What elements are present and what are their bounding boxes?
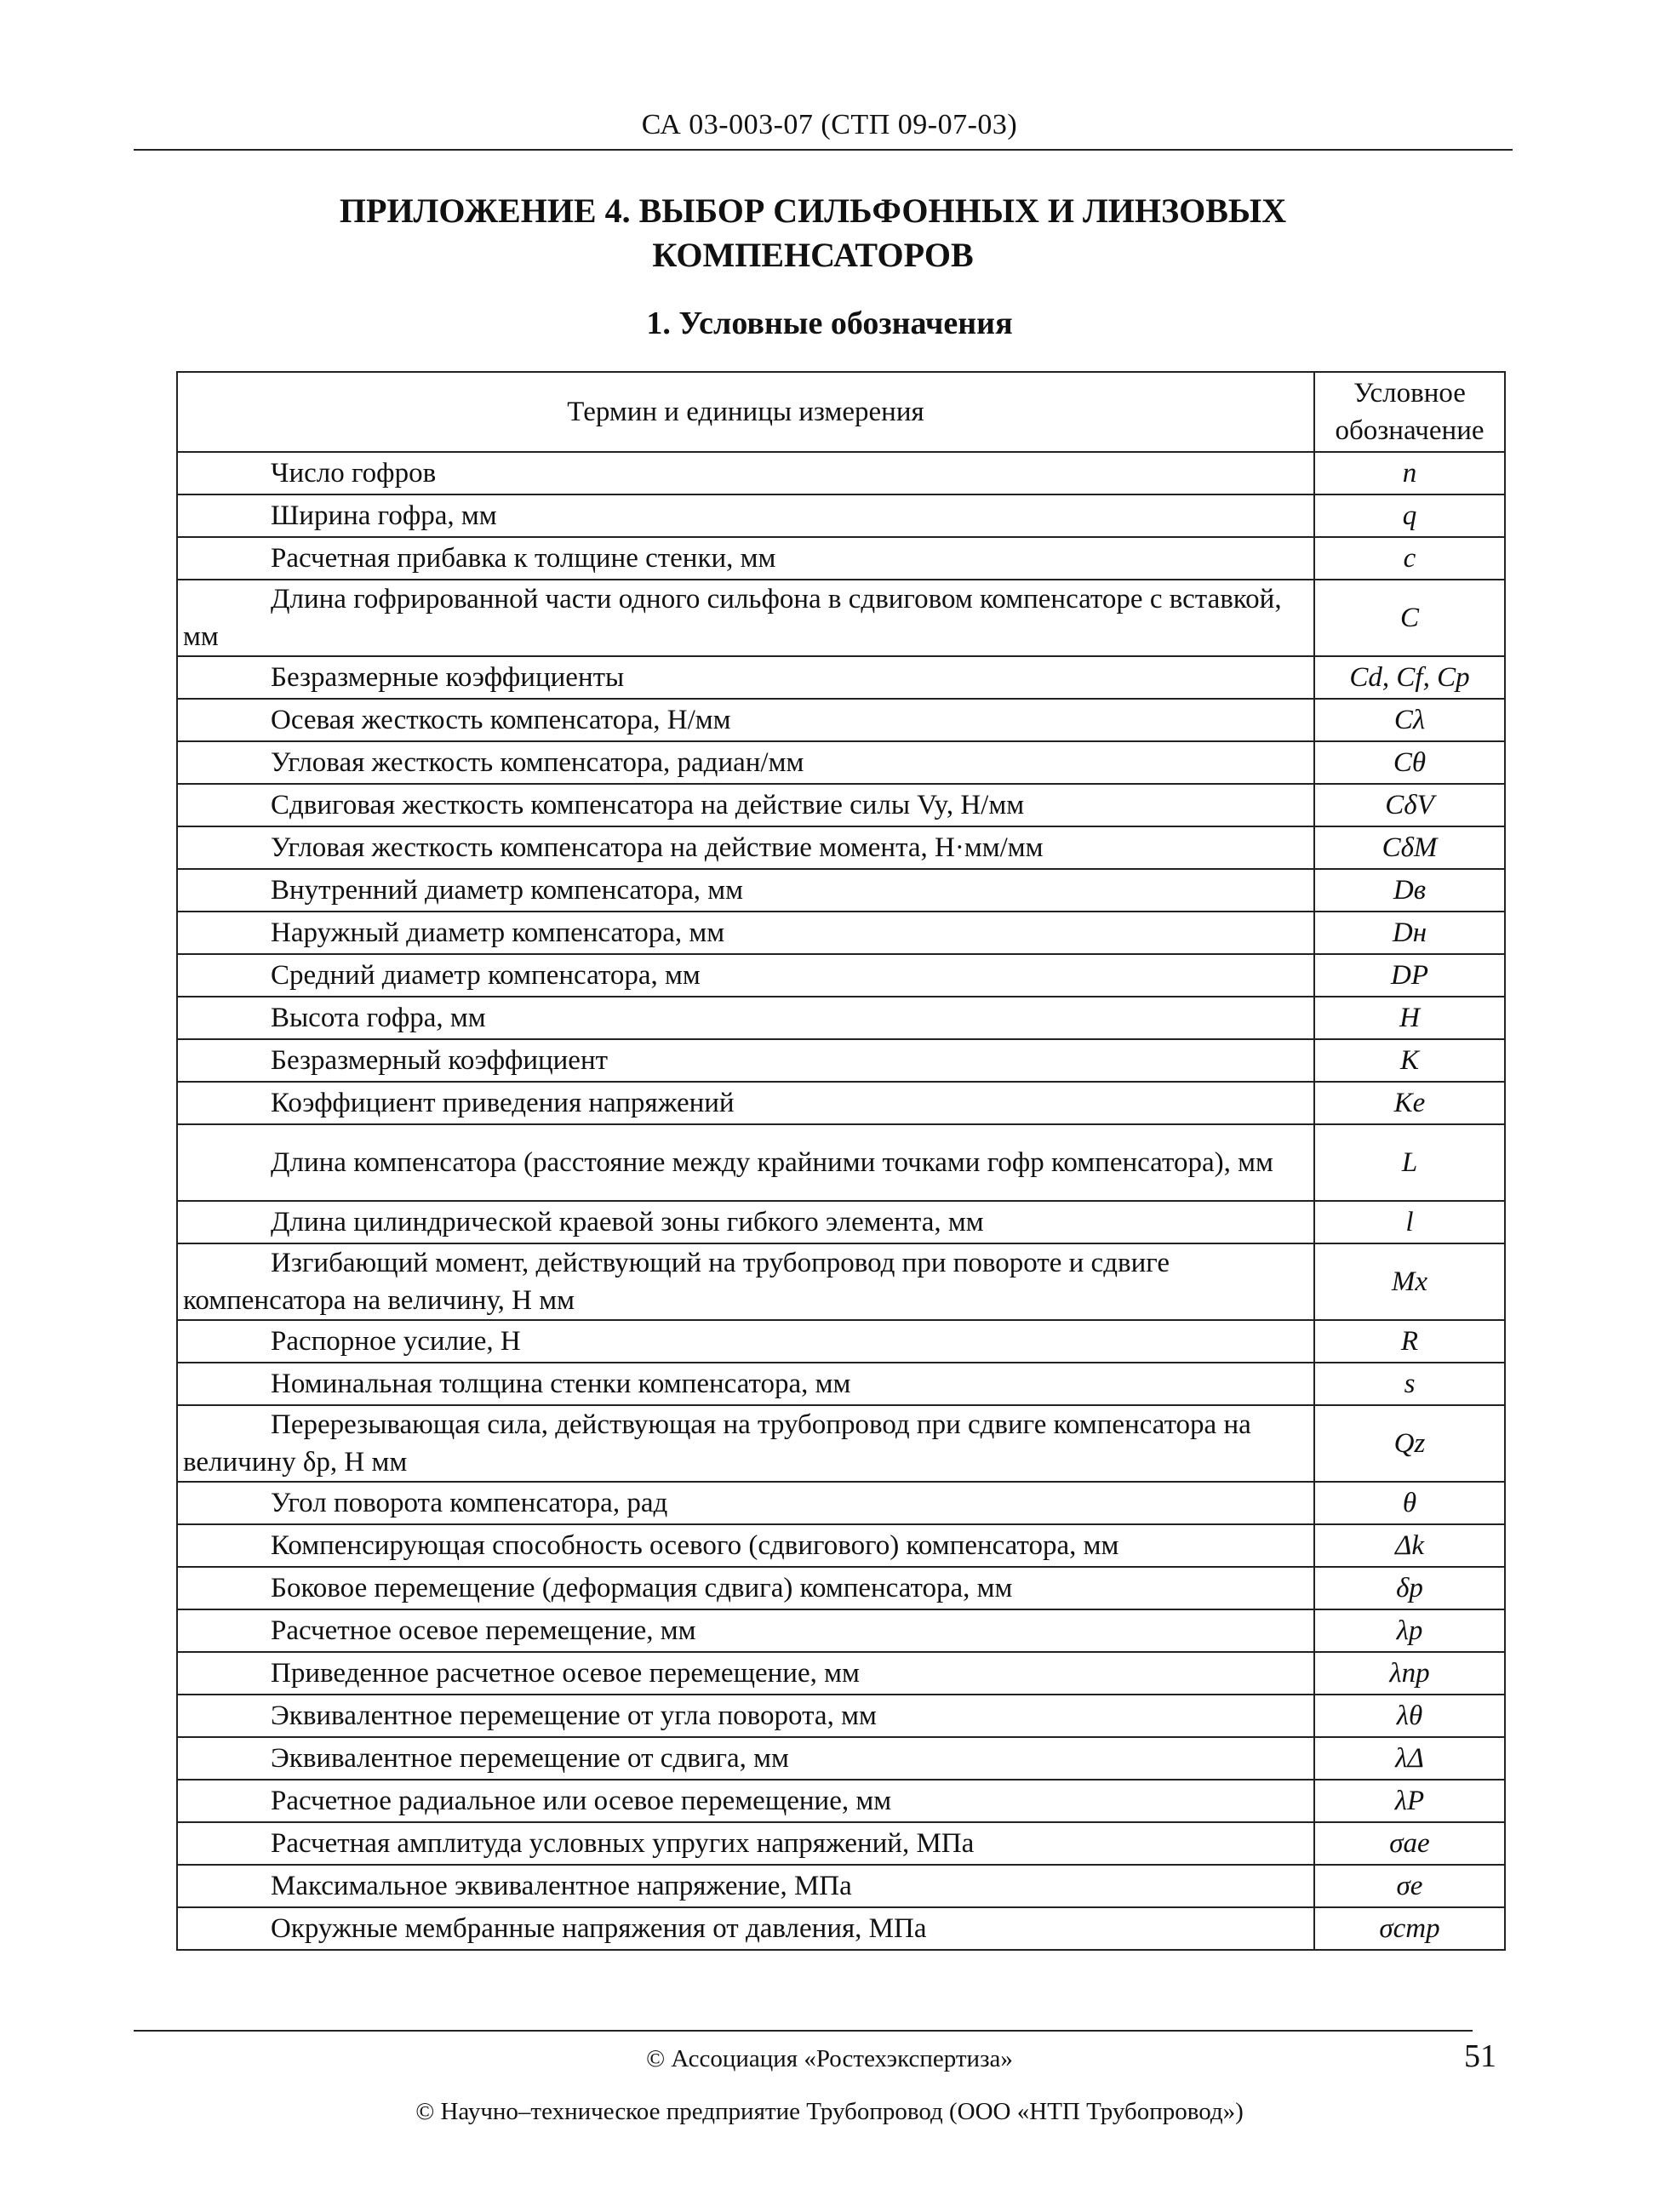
term-cell: Безразмерный коэффициент <box>177 1039 1314 1082</box>
term-cell: Длина гофрированной части одного сильфона в сдвиговом компенсаторе с вставкой, мм <box>177 580 1314 656</box>
term-cell: Расчетная прибавка к толщине стенки, мм <box>177 537 1314 580</box>
symbol-cell: θ <box>1314 1482 1505 1524</box>
title-line-2: КОМПЕНСАТОРОВ <box>652 236 974 274</box>
term-cell: Средний диаметр компенсатора, мм <box>177 954 1314 997</box>
table-row <box>177 1363 1505 1405</box>
term-cell: Боковое перемещение (деформация сдвига) компенсатора, мм <box>177 1567 1314 1609</box>
table-row <box>177 1124 1505 1201</box>
term-cell: Коэффициент приведения напряжений <box>177 1082 1314 1124</box>
symbol-cell: Qz <box>1314 1405 1505 1482</box>
table-row <box>177 954 1505 997</box>
document-code: СА 03-003-07 (СТП 09-07-03) <box>641 109 1018 140</box>
symbol-cell: σcmp <box>1314 1907 1505 1950</box>
footer-copyright-company: © Научно–техническое предприятие Трубопровод (ООО «НТП Трубопровод») <box>415 2098 1244 2125</box>
symbol-cell: s <box>1314 1363 1505 1405</box>
symbol-cell: R <box>1314 1320 1505 1363</box>
table-row <box>177 1780 1505 1822</box>
symbol-cell: c <box>1314 537 1505 580</box>
table-row <box>177 784 1505 826</box>
symbol-cell: σe <box>1314 1865 1505 1907</box>
symbol-cell: δp <box>1314 1567 1505 1609</box>
symbol-cell: DP <box>1314 954 1505 997</box>
symbol-cell: Cλ <box>1314 699 1505 741</box>
table-row <box>177 912 1505 954</box>
table-row <box>177 1039 1505 1082</box>
table-row <box>177 1243 1505 1320</box>
term-cell: Сдвиговая жесткость компенсатора на действие силы Vy, Н/мм <box>177 784 1314 826</box>
term-cell: Число гофров <box>177 452 1314 494</box>
symbol-cell: Dв <box>1314 869 1505 912</box>
section-title: 1. Условные обозначения <box>646 306 1013 341</box>
symbol-cell: λпр <box>1314 1652 1505 1695</box>
table-row <box>177 494 1505 537</box>
symbols-table <box>176 371 1506 1951</box>
table-row <box>177 1907 1505 1950</box>
table-row <box>177 656 1505 699</box>
symbol-cell: CδV <box>1314 784 1505 826</box>
table-row <box>177 1201 1505 1243</box>
symbol-cell: Δk <box>1314 1524 1505 1567</box>
table-row <box>177 997 1505 1039</box>
symbol-cell: q <box>1314 494 1505 537</box>
term-cell: Длина компенсатора (расстояние между крайними точками гофр компенсатора), мм <box>177 1124 1314 1201</box>
symbol-cell: Cθ <box>1314 741 1505 784</box>
term-cell: Угол поворота компенсатора, рад <box>177 1482 1314 1524</box>
table-row <box>177 826 1505 869</box>
symbol-cell: l <box>1314 1201 1505 1243</box>
table-row <box>177 1082 1505 1124</box>
term-cell: Высота гофра, мм <box>177 997 1314 1039</box>
symbol-cell: n <box>1314 452 1505 494</box>
table-row <box>177 1567 1505 1609</box>
table-row <box>177 741 1505 784</box>
term-cell: Максимальное эквивалентное напряжение, МПа <box>177 1865 1314 1907</box>
symbol-cell: Ke <box>1314 1082 1505 1124</box>
symbol-cell: Cd, Cf, Cp <box>1314 656 1505 699</box>
symbol-cell: Dн <box>1314 912 1505 954</box>
table-row <box>177 1737 1505 1780</box>
table-row <box>177 452 1505 494</box>
column-header-term: Термин и единицы измерения <box>177 372 1314 452</box>
table-row <box>177 1482 1505 1524</box>
symbol-cell: L <box>1314 1124 1505 1201</box>
term-cell: Эквивалентное перемещение от сдвига, мм <box>177 1737 1314 1780</box>
term-cell: Расчетное осевое перемещение, мм <box>177 1609 1314 1652</box>
term-cell: Приведенное расчетное осевое перемещение, мм <box>177 1652 1314 1695</box>
page-title <box>255 189 1370 277</box>
table-row <box>177 699 1505 741</box>
term-cell: Осевая жесткость компенсатора, Н/мм <box>177 699 1314 741</box>
table-row <box>177 1865 1505 1907</box>
table-row <box>177 1652 1505 1695</box>
table-row <box>177 537 1505 580</box>
term-cell: Перерезывающая сила, действующая на трубопровод при сдвиге компенсатора на величину δр, Н мм <box>177 1405 1314 1482</box>
term-cell: Компенсирующая способность осевого (сдвигового) компенсатора, мм <box>177 1524 1314 1567</box>
term-cell: Ширина гофра, мм <box>177 494 1314 537</box>
symbol-cell: λθ <box>1314 1695 1505 1737</box>
term-cell: Длина цилиндрической краевой зоны гибкого элемента, мм <box>177 1201 1314 1243</box>
term-cell: Безразмерные коэффициенты <box>177 656 1314 699</box>
symbol-cell: CδM <box>1314 826 1505 869</box>
table-row <box>177 1524 1505 1567</box>
page-number: 51 <box>1464 2038 1496 2074</box>
table-row <box>177 1405 1505 1482</box>
symbol-cell: λp <box>1314 1609 1505 1652</box>
symbol-cell: λΔ <box>1314 1737 1505 1780</box>
symbol-cell: K <box>1314 1039 1505 1082</box>
table-header-row <box>177 372 1505 452</box>
footer-rule <box>134 2030 1473 2032</box>
table-row <box>177 1320 1505 1363</box>
footer-copyright-association: © Ассоциация «Ростехэкспертиза» <box>646 2045 1013 2072</box>
term-cell: Номинальная толщина стенки компенсатора, мм <box>177 1363 1314 1405</box>
table-row <box>177 1609 1505 1652</box>
header-rule <box>134 149 1513 151</box>
table-row <box>177 869 1505 912</box>
table-row <box>177 1822 1505 1865</box>
term-cell: Расчетное радиальное или осевое перемещение, мм <box>177 1780 1314 1822</box>
symbol-cell: Mx <box>1314 1243 1505 1320</box>
term-cell: Внутренний диаметр компенсатора, мм <box>177 869 1314 912</box>
term-cell: Наружный диаметр компенсатора, мм <box>177 912 1314 954</box>
term-cell: Угловая жесткость компенсатора на действие момента, Н·мм/мм <box>177 826 1314 869</box>
term-cell: Окружные мембранные напряжения от давления, МПа <box>177 1907 1314 1950</box>
symbol-cell: σae <box>1314 1822 1505 1865</box>
term-cell: Угловая жесткость компенсатора, радиан/мм <box>177 741 1314 784</box>
table-row <box>177 1695 1505 1737</box>
table-row <box>177 580 1505 656</box>
column-header-symbol: Условное обозначение <box>1314 372 1505 452</box>
symbol-cell: C <box>1314 580 1505 656</box>
symbol-cell: H <box>1314 997 1505 1039</box>
term-cell: Изгибающий момент, действующий на трубопровод при повороте и сдвиге компенсатора на величину, Н мм <box>177 1243 1314 1320</box>
symbol-cell: λP <box>1314 1780 1505 1822</box>
term-cell: Эквивалентное перемещение от угла поворота, мм <box>177 1695 1314 1737</box>
title-line-1: ПРИЛОЖЕНИЕ 4. ВЫБОР СИЛЬФОННЫХ И ЛИНЗОВЫХ <box>339 191 1287 230</box>
term-cell: Распорное усилие, Н <box>177 1320 1314 1363</box>
term-cell: Расчетная амплитуда условных упругих напряжений, МПа <box>177 1822 1314 1865</box>
